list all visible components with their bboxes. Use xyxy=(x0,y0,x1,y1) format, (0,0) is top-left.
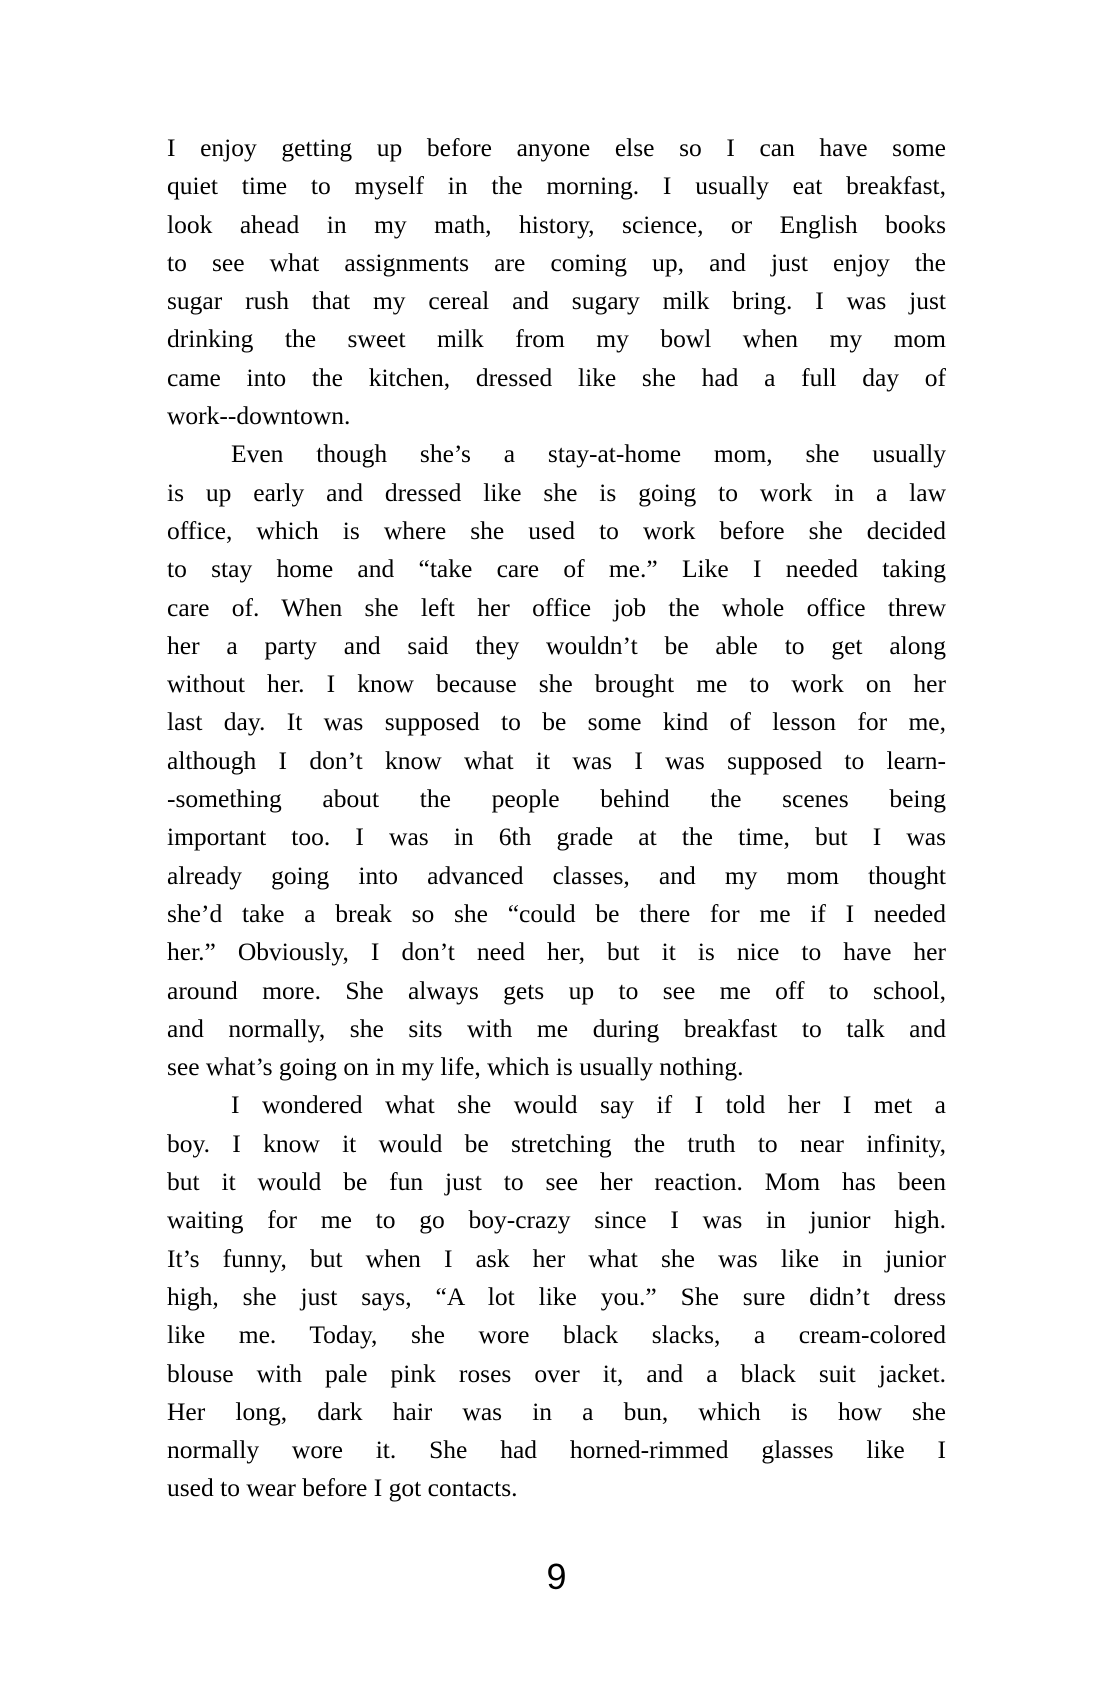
text-line: her a party and said they wouldn’t be able to get along xyxy=(167,630,946,660)
text-line: It’s funny, but when I ask her what she was like in junior xyxy=(167,1243,946,1273)
text-line: waiting for me to go boy-crazy since I was in junior high. xyxy=(167,1205,946,1235)
text-line: her.” Obviously, I don’t need her, but it is nice to have her xyxy=(167,937,946,967)
text-line: -something about the people behind the scenes being xyxy=(167,784,946,814)
text-line: around more. She always gets up to see me off to school, xyxy=(167,975,946,1005)
text-line: important too. I was in 6th grade at the time, but I was xyxy=(167,822,946,852)
text-line: to see what assignments are coming up, and just enjoy the xyxy=(167,247,946,277)
text-line: I wondered what she would say if I told her I met a xyxy=(231,1090,946,1120)
page-body-text xyxy=(167,129,946,1508)
text-line: office, which is where she used to work before she decided xyxy=(167,515,946,545)
paragraph-3 xyxy=(167,1086,946,1507)
text-line: Even though she’s a stay-at-home mom, she usually xyxy=(231,439,946,469)
text-line: like me. Today, she wore black slacks, a cream-colored xyxy=(167,1320,946,1350)
text-line: used to wear before I got contacts. xyxy=(167,1473,518,1503)
text-line: drinking the sweet milk from my bowl when my mom xyxy=(167,324,946,354)
text-line: and normally, she sits with me during breakfast to talk and xyxy=(167,1013,946,1043)
text-line: care of. When she left her office job the whole office threw xyxy=(167,592,946,622)
text-line: normally wore it. She had horned-rimmed glasses like I xyxy=(167,1435,946,1465)
text-line: is up early and dressed like she is going to work in a law xyxy=(167,477,946,507)
text-line: I enjoy getting up before anyone else so I can have some xyxy=(167,133,946,162)
text-line: work--downtown. xyxy=(167,401,351,431)
text-line: sugar rush that my cereal and sugary milk bring. I was just xyxy=(167,286,946,316)
text-line: high, she just says, “A lot like you.” She sure didn’t dress xyxy=(167,1281,946,1311)
text-line: look ahead in my math, history, science, or English books xyxy=(167,209,946,239)
text-line: came into the kitchen, dressed like she had a full day of xyxy=(167,362,946,392)
text-line: last day. It was supposed to be some kind of lesson for me, xyxy=(167,707,946,737)
paragraph-1 xyxy=(167,129,946,435)
text-line: although I don’t know what it was I was supposed to learn- xyxy=(167,745,946,775)
text-line: but it would be fun just to see her reaction. Mom has been xyxy=(167,1167,946,1197)
text-line: boy. I know it would be stretching the truth to near infinity, xyxy=(167,1128,946,1158)
text-line: without her. I know because she brought me to work on her xyxy=(167,669,946,699)
text-line: blouse with pale pink roses over it, and a black suit jacket. xyxy=(167,1358,946,1388)
text-line: to stay home and “take care of me.” Like I needed taking xyxy=(167,554,946,584)
text-line: already going into advanced classes, and my mom thought xyxy=(167,860,946,890)
text-line: quiet time to myself in the morning. I usually eat breakfast, xyxy=(167,171,946,201)
text-line: Her long, dark hair was in a bun, which is how she xyxy=(167,1396,946,1426)
text-line: see what’s going on in my life, which is usually nothing. xyxy=(167,1052,744,1082)
page-number: 9 xyxy=(546,1556,567,1597)
paragraph-2 xyxy=(167,435,946,1086)
text-line: she’d take a break so she “could be there for me if I needed xyxy=(167,898,946,928)
